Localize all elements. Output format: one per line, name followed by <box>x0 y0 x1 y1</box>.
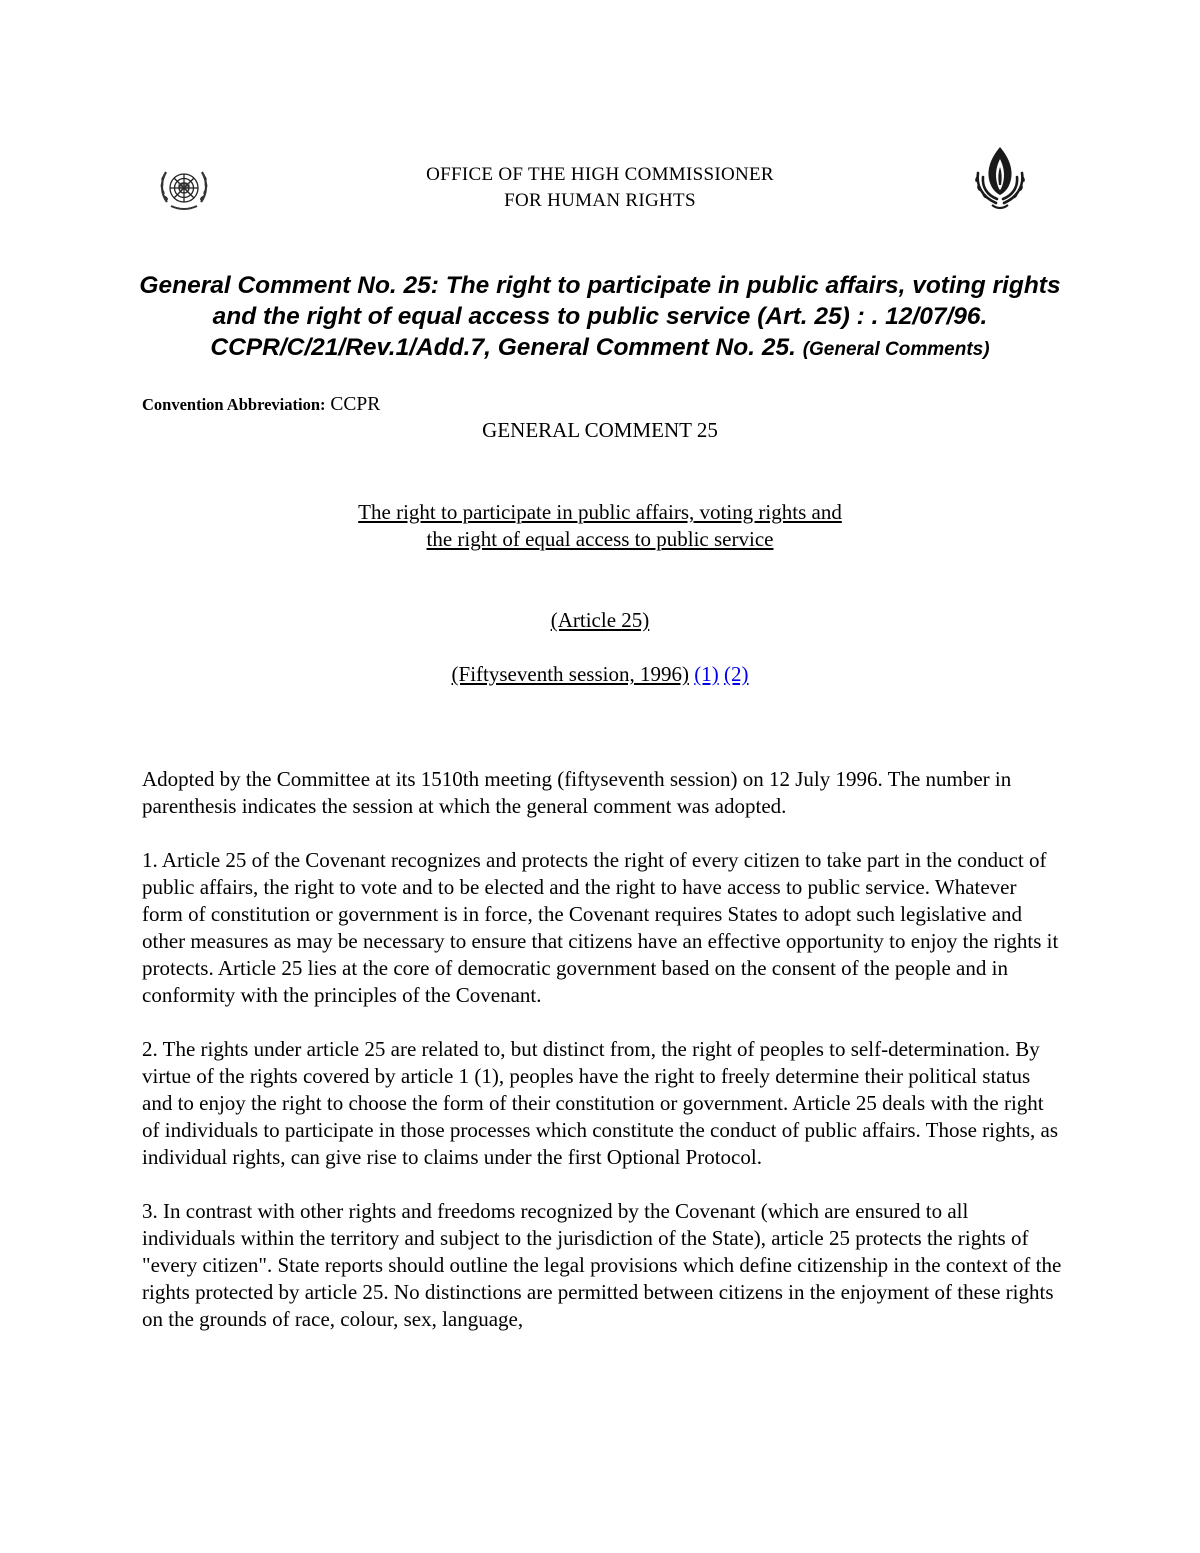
adoption-note-paragraph: Adopted by the Committee at its 1510th meeting (fiftyseventh session) on 12 July 1996. The number in parenthesis indicates the session at which the general comment was adopted. <box>142 767 1012 818</box>
general-comment-heading: GENERAL COMMENT 25 <box>482 418 718 442</box>
office-header-line1: OFFICE OF THE HIGH COMMISSIONER <box>426 164 774 185</box>
subtitle-line1: The right to participate in public affairs, voting rights and <box>358 500 842 524</box>
subtitle-line2: the right of equal access to public service <box>426 527 774 551</box>
office-header-line2: FOR HUMAN RIGHTS <box>504 190 696 211</box>
convention-value: CCPR <box>330 394 381 415</box>
document-title-category: (General Comments) <box>802 339 990 360</box>
article-reference <box>0 607 1200 634</box>
session-line <box>0 661 1200 688</box>
paragraph-2: 2. The rights under article 25 are related to, but distinct from, the right of peoples to self-determination. By virtue of the rights covered by article 1 (1), peoples have the right to freely determine their political status and to enjoy the right to choose the form of their constitution or government. Article 25 deals with the right of individuals to participate in those processes which constitute the conduct of public affairs. Those rights, as individual rights, can give rise to claims under the first Optional Protocol. <box>142 1037 1059 1169</box>
office-header <box>300 162 900 214</box>
ohchr-flame-emblem-icon <box>968 143 1032 219</box>
un-emblem-icon <box>157 164 211 216</box>
convention-abbreviation <box>142 393 380 417</box>
document-body <box>142 766 1062 1360</box>
document-title <box>120 270 1080 365</box>
session-text: (Fiftyseventh session, 1996) <box>451 662 689 686</box>
convention-label: Convention Abbreviation: <box>142 395 326 414</box>
footnote-link-1[interactable]: (1) <box>694 662 719 686</box>
paragraph-1: 1. Article 25 of the Covenant recognizes and protects the right of every citizen to take part in the conduct of public affairs, the right to vote and to be elected and the right to have access to public service. Whatever form of constitution or government is in force, the Covenant requires States to adopt such legislative and other measures as may be necessary to ensure that citizens have an effective opportunity to enjoy the rights it protects. Article 25 lies at the core of democratic government based on the consent of the people and in conformity with the principles of the Covenant. <box>142 848 1059 1007</box>
paragraph-3: 3. In contrast with other rights and freedoms recognized by the Covenant (which are ensured to all individuals within the territory and subject to the jurisdiction of the State), article 25 protects the rights of "every citizen". State reports should outline the legal provisions which define citizenship in the context of the rights protected by article 25. No distinctions are permitted between citizens in the enjoyment of these rights on the grounds of race, colour, sex, language, <box>142 1199 1062 1331</box>
footnote-link-2[interactable]: (2) <box>723 662 749 686</box>
subtitle <box>0 499 1200 553</box>
document-title-main: General Comment No. 25: The right to participate in public affairs, voting rights and the right of equal access to public service (Art. 25) : . 12/07/96. CCPR/C/21/Rev.1/Add.7, General Comment No. 25. <box>139 272 1061 361</box>
article-reference-text: (Article 25) <box>550 608 650 632</box>
